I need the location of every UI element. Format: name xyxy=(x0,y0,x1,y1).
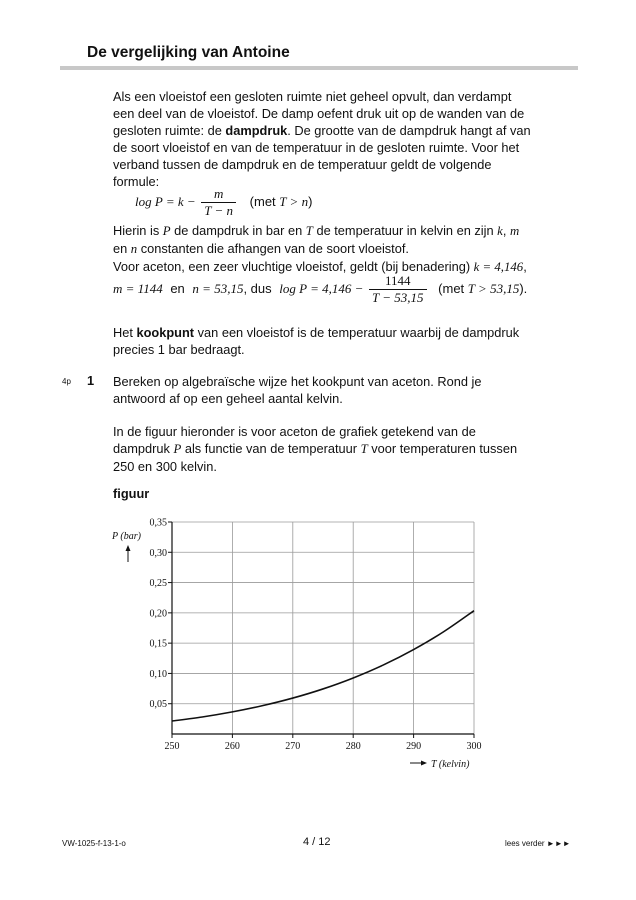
fraction-denominator: T − 53,15 xyxy=(372,290,424,305)
intro-line: verband tussen de dampdruk en de temperatuur geldt de volgende xyxy=(113,157,492,172)
chart-grid xyxy=(172,522,474,734)
continue-label: lees verder ►►► xyxy=(505,839,571,848)
y-tick-label: 0,30 xyxy=(149,547,167,559)
intro-line: formule: xyxy=(113,174,160,189)
x-tick-label: 300 xyxy=(466,741,482,752)
series-line-aceton xyxy=(172,611,474,721)
y-tick-label: 0,10 xyxy=(149,668,167,680)
fraction-denominator: T − n xyxy=(204,203,234,218)
dampdruk-term: dampdruk xyxy=(225,123,288,138)
explanation-line: Hierin is P de dampdruk in bar en T de temperatuur in kelvin en zijn k, m xyxy=(113,223,520,238)
section-title: De vergelijking van Antoine xyxy=(87,44,290,61)
y-tick-label: 0,15 xyxy=(149,638,167,650)
aceton-formula: m = 1144 en n = 53,15, dus log P = 4,146 − $\frac{1144}{T - 53,15}$ (met T > 53,15). xyxy=(113,273,528,305)
intro-line: Als een vloeistof een gesloten ruimte niet geheel opvult, dan verdampt xyxy=(113,89,512,104)
x-tick-label: 270 xyxy=(285,741,301,752)
formula-condition: (met T > n) xyxy=(249,193,313,209)
y-tick-label: 0,35 xyxy=(149,517,167,529)
formula-lhs: log P = k − xyxy=(135,193,196,209)
intro-line: gesloten ruimte: de dampdruk. De grootte van de dampdruk hangt af van xyxy=(113,123,531,138)
y-tick-label: 0,05 xyxy=(149,699,167,711)
x-tick-labels xyxy=(165,741,482,752)
fraction-numerator: 1144 xyxy=(369,273,427,290)
kookpunt-line: Het kookpunt van een vloeistof is de temperatuur waarbij de dampdruk xyxy=(113,325,520,340)
y-tick-labels xyxy=(150,518,168,711)
figure-intro-line: dampdruk P als functie van de temperatuur T voor temperaturen tussen xyxy=(113,441,518,456)
x-tick-label: 250 xyxy=(164,741,180,752)
page-number: 4 / 12 xyxy=(303,836,331,848)
intro-line: de soort vloeistof en van de temperatuur in de gesloten ruimte. Voor het xyxy=(113,140,520,155)
kookpunt-line: precies 1 bar bedraagt. xyxy=(113,342,245,357)
y-axis-arrowhead-icon xyxy=(126,545,131,551)
question-number: 1 xyxy=(87,373,95,388)
x-axis-label: T (kelvin) xyxy=(431,759,470,770)
question-points: 4p xyxy=(62,377,71,386)
figure-intro-line: 250 en 300 kelvin. xyxy=(113,459,217,474)
explanation-line: Voor aceton, een zeer vluchtige vloeistof, geldt (bij benadering) k = 4,146, xyxy=(113,259,527,274)
document-code: VW-1025-f-13-1-o xyxy=(62,839,126,848)
x-axis-arrowhead-icon xyxy=(421,761,427,766)
question-line: antwoord af op een geheel aantal kelvin. xyxy=(113,391,343,406)
x-tick-label: 290 xyxy=(406,741,422,752)
figure-intro-line: In de figuur hieronder is voor aceton de grafiek getekend van de xyxy=(113,424,476,439)
kookpunt-term: kookpunt xyxy=(136,325,195,340)
figure-label: figuur xyxy=(113,486,150,501)
intro-line: een deel van de vloeistof. De damp oefent druk uit op de wanden van de xyxy=(113,106,525,121)
explanation-line: en n constanten die afhangen van de soort vloeistof. xyxy=(113,241,409,256)
x-tick-label: 260 xyxy=(224,741,240,752)
formula-condition: (met T > 53,15). xyxy=(438,280,528,296)
y-tick-label: 0,20 xyxy=(149,608,167,620)
fraction-numerator: m xyxy=(201,186,236,203)
question-line: Bereken op algebraïsche wijze het kookpunt van aceton. Rond je xyxy=(113,374,482,389)
chart-axes xyxy=(168,522,474,738)
x-tick-label: 280 xyxy=(345,741,361,752)
y-tick-label: 0,25 xyxy=(149,578,167,590)
y-axis-label: P (bar) xyxy=(112,531,141,542)
